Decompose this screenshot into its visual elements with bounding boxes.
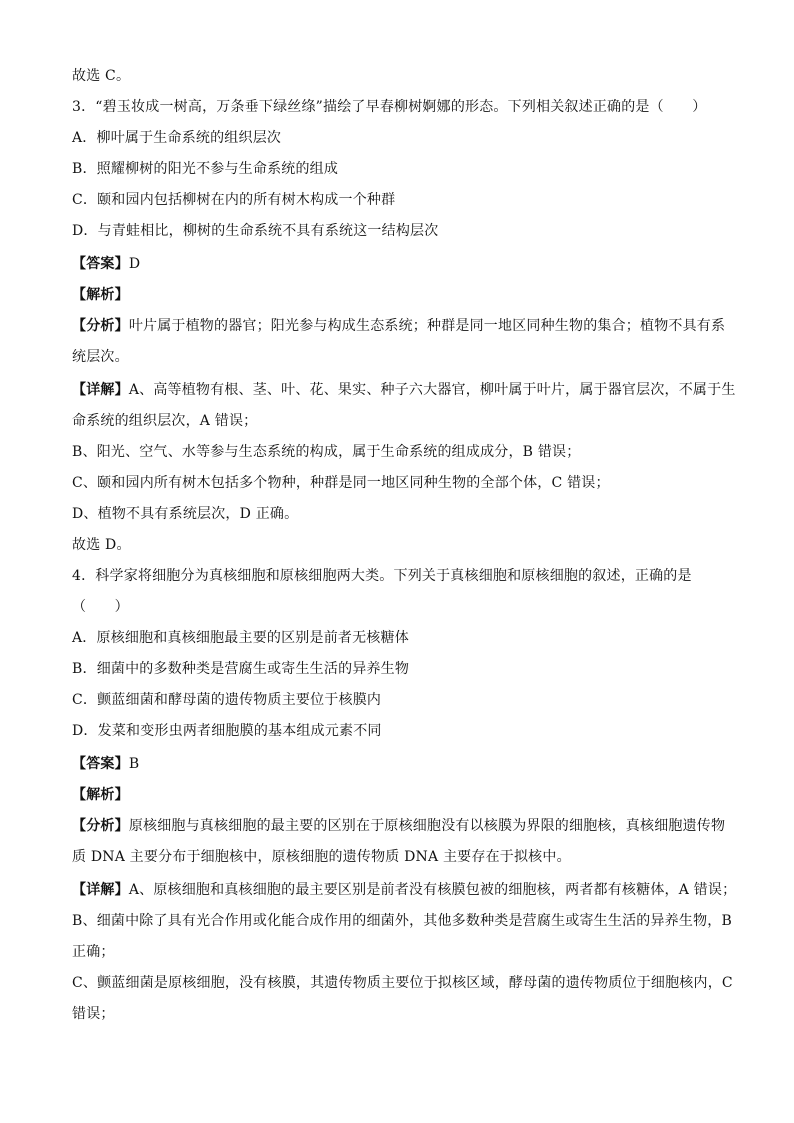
line-text: 错误； [72,1006,115,1022]
question-3-option-c [72,190,722,210]
line-text: 叶片属于植物的器官；阳光参与构成生态系统；种群是同一地区同种生物的集合；植物不具有系 [128,318,726,334]
line-text: 4．科学家将细胞分为真核细胞和原核细胞两大类。下列关于真核细胞和原核细胞的叙述，正确的是 [72,568,692,584]
fenxi-line [72,316,726,336]
answer-line [72,754,722,774]
line-text: A、原核细胞和真核细胞的最主要区别是前者没有核膜包被的细胞核，两者都有核糖体，A 错误； [128,882,737,898]
xiangjie-tag: 【详解】 [72,382,129,398]
line-text: 故选 D。 [72,537,131,553]
line-text: 故选 C。 [72,68,131,84]
line-text: A．柳叶属于生命系统的组织层次 [72,130,282,146]
line-text: （ ） [72,599,129,615]
analysis-heading [72,785,722,805]
line-text: C、颐和园内所有树木包括多个物种，种群是同一地区同种生物的全部个体，C 错误； [72,475,610,491]
line-text: D．与青蛙相比，柳树的生命系统不具有系统这一结构层次 [72,223,439,239]
line-text: 3．“碧玉妆成一树高，万条垂下绿丝绦”描绘了早春柳树婀娜的形态。下列相关叙述正确的是（ ） [72,99,707,115]
text-line [72,1004,722,1024]
line-text: A、高等植物有根、茎、叶、花、果实、种子六大器官，柳叶属于叶片，属于器官层次，不属于生 [128,382,736,398]
analysis-tag: 【解析】 [72,787,129,803]
line-text: 统层次。 [72,349,129,365]
text-line [72,347,722,367]
text-line [72,504,722,524]
answer-line [72,254,722,274]
line-text: C．颤蓝细菌和酵母菌的遗传物质主要位于核膜内 [72,692,382,708]
answer-value: B [128,756,140,772]
line-text: A．原核细胞和真核细胞最主要的区别是前者无核糖体 [72,630,409,646]
line-text: D．发菜和变形虫两者细胞膜的基本组成元素不同 [72,723,382,739]
question-4-stem [72,566,722,586]
line-text: C．颐和园内包括柳树在内的所有树木构成一个种群 [72,192,396,208]
line-text: 质 DNA 主要分布于细胞核中，原核细胞的遗传物质 DNA 主要存在于拟核中。 [72,849,571,865]
question-4-stem-bracket [72,597,722,617]
question-3-option-b [72,159,722,179]
question-4-option-b [72,659,722,679]
fenxi-tag: 【分析】 [72,318,129,334]
text-line [72,442,722,462]
line-text: B、细菌中除了具有光合作用或化能合成作用的细菌外，其他多数种类是营腐生或寄生生活的异养生物，B [72,913,732,929]
fenxi-line [72,816,726,836]
answer-tag: 【答案】 [72,256,129,272]
xiangjie-line [72,380,736,400]
line-text: C、颤蓝细菌是原核细胞，没有核膜，其遗传物质主要位于拟核区域，酵母菌的遗传物质位于细胞核内，C [72,975,733,991]
line-text: 正确； [72,944,115,960]
line-text: B．细菌中的多数种类是营腐生或寄生生活的异养生物 [72,661,410,677]
fenxi-tag: 【分析】 [72,818,129,834]
line-text: 原核细胞与真核细胞的最主要的区别在于原核细胞没有以核膜为界限的细胞核，真核细胞遗传物 [128,818,726,834]
text-line [72,411,722,431]
text-line [72,973,733,993]
text-line [72,911,732,931]
text-line [72,942,722,962]
question-3-option-a [72,128,722,148]
question-4-option-d [72,721,722,741]
xiangjie-tag: 【详解】 [72,882,129,898]
text-line [72,847,722,867]
xiangjie-line [72,880,737,900]
analysis-tag: 【解析】 [72,287,129,303]
question-3-stem [72,97,722,117]
analysis-heading [72,285,722,305]
line-text: D、植物不具有系统层次，D 正确。 [72,506,299,522]
line-text: B．照耀柳树的阳光不参与生命系统的组成 [72,161,339,177]
answer-tag: 【答案】 [72,756,129,772]
text-line-1 [72,66,722,86]
question-4-option-c [72,690,722,710]
question-4-option-a [72,628,722,648]
line-text: B、阳光、空气、水等参与生态系统的构成，属于生命系统的组成成分，B 错误； [72,444,581,460]
text-line [72,473,722,493]
question-3-option-d [72,221,722,241]
text-line [72,535,722,555]
line-text: 命系统的组织层次，A 错误； [72,413,258,429]
answer-value: D [128,256,141,272]
